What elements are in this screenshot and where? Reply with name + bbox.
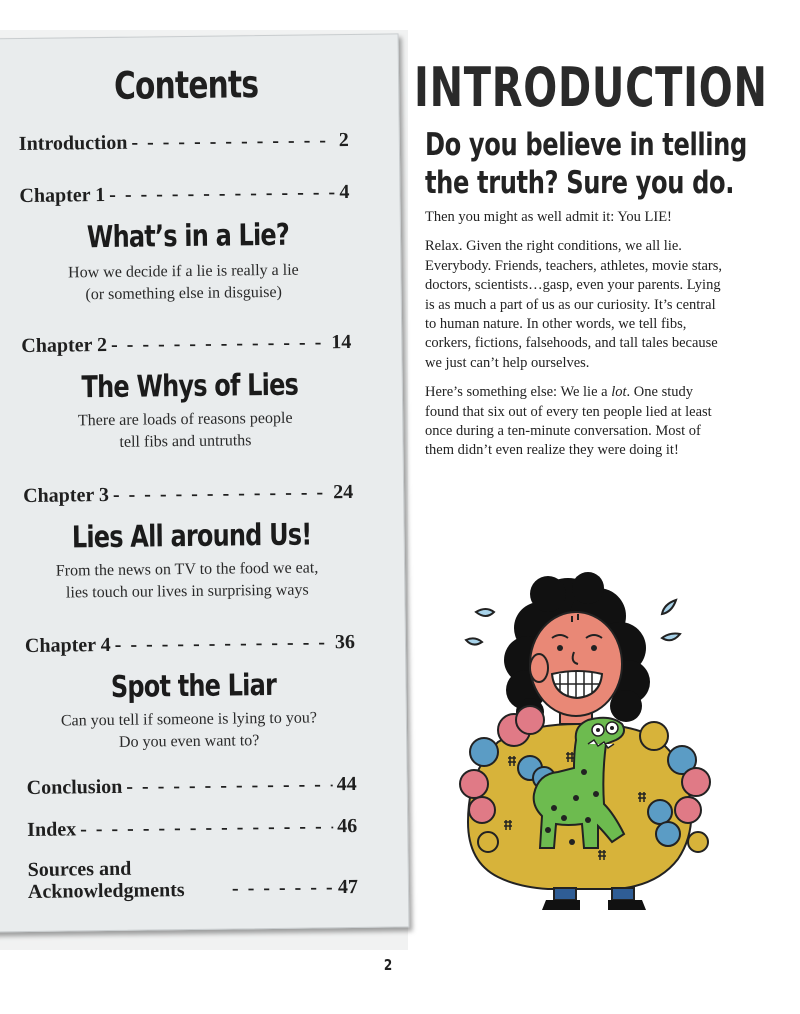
emphasis: lot — [611, 384, 627, 401]
paragraph — [425, 383, 725, 461]
paragraph-text: . One study found that six out of every ten people lied at least once during a ten-minute conversation. Most of them didn’t even realize they were doing it! — [425, 384, 712, 459]
toc-entry-page: 44 — [336, 772, 357, 796]
introduction-body — [425, 208, 725, 471]
contents-title: Contents — [113, 62, 259, 108]
chapter-3-description — [32, 557, 343, 605]
toc-entry-label: Chapter 4 — [24, 633, 111, 657]
chapter-3-description-line-1: From the news on TV to the food we eat, — [55, 559, 319, 580]
toc-entry-label: Index — [27, 818, 77, 841]
toc-entry-introduction[interactable] — [19, 129, 349, 156]
introduction-lead: Do you believe in telling the truth? Sure you do. — [425, 127, 747, 201]
paragraph-text: Here’s something else: We lie a — [425, 384, 612, 401]
introduction-heading: INTRODUCTION — [414, 56, 768, 119]
toc-entry-label: Conclusion — [26, 775, 123, 799]
chapter-4-description-line-2: Do you even want to? — [118, 732, 260, 751]
chapter-4-title: Spot the Liar — [110, 667, 277, 705]
toc-entry-page: 2 — [338, 128, 349, 152]
chapter-1-description — [28, 259, 339, 307]
chapter-3-description-line-2: lies touch our lives in surprising ways — [65, 581, 309, 602]
paragraph: Then you might as well admit it: You LIE! — [425, 209, 672, 225]
toc-entry-label: Chapter 1 — [19, 183, 106, 208]
page-number: 2 — [383, 956, 393, 974]
chapter-2-description-line-1: There are loads of reasons people — [77, 409, 293, 430]
toc-leader-dots — [76, 815, 333, 841]
chapter-4-description-line-1: Can you tell if someone is lying to you? — [60, 709, 317, 730]
toc-entry-sources[interactable] — [28, 855, 359, 903]
toc-entry-page: 14 — [331, 330, 352, 354]
contents-card — [0, 33, 409, 932]
toc-leader-dots — [105, 181, 336, 207]
toc-leader-dots — [122, 773, 333, 799]
toc-entry-chapter-4[interactable] — [25, 631, 355, 658]
chapter-1-title: What’s in a Lie? — [86, 217, 290, 256]
toc-entry-page: 24 — [332, 480, 354, 504]
toc-entry-chapter-3[interactable] — [23, 481, 353, 508]
toc-leader-dots — [127, 129, 335, 155]
toc-leader-dots — [228, 876, 334, 900]
chapter-1-description-line-2: (or something else in disguise) — [85, 283, 282, 304]
chapter-1-description-line-1: How we decide if a lie is really a lie — [68, 261, 299, 282]
nervous-girl-illustration-icon — [448, 572, 738, 917]
chapter-2-description — [30, 407, 341, 455]
toc-entry-page: 47 — [337, 875, 359, 899]
chapter-2-description-line-2: tell fibs and untruths — [119, 432, 252, 451]
toc-entry-page: 46 — [337, 814, 358, 838]
toc-entry-label: Sources and Acknowledgments — [27, 857, 185, 903]
toc-leader-dots — [109, 481, 330, 507]
toc-entry-label: Chapter 3 — [23, 483, 110, 508]
toc-leader-dots — [107, 331, 328, 357]
toc-entry-page: 36 — [334, 630, 356, 654]
chapter-3-title: Lies All around Us! — [71, 517, 312, 556]
toc-entry-page: 4 — [339, 180, 350, 204]
chapter-2-title: The Whys of Lies — [81, 367, 299, 406]
toc-leader-dots — [111, 631, 332, 657]
toc-entry-chapter-1[interactable] — [19, 181, 349, 208]
toc-entry-label: Introduction — [18, 131, 128, 156]
toc-entry-conclusion[interactable] — [27, 773, 357, 800]
paragraph: Relax. Given the right conditions, we all lie. Everybody. Friends, teachers, athletes, movie stars, doctors, scientists…gasp, even your parents. Lying is as much a part of us as our curiosity. It’s central to human nature. In other words, we tell fibs, corkers, fictions, falsehoods, and tall tales because we just can’t help ourselves. — [425, 238, 723, 371]
toc-entry-index[interactable] — [27, 815, 357, 842]
toc-entry-chapter-2[interactable] — [21, 331, 351, 358]
chapter-4-description — [34, 707, 345, 755]
toc-entry-label: Chapter 2 — [21, 333, 108, 358]
